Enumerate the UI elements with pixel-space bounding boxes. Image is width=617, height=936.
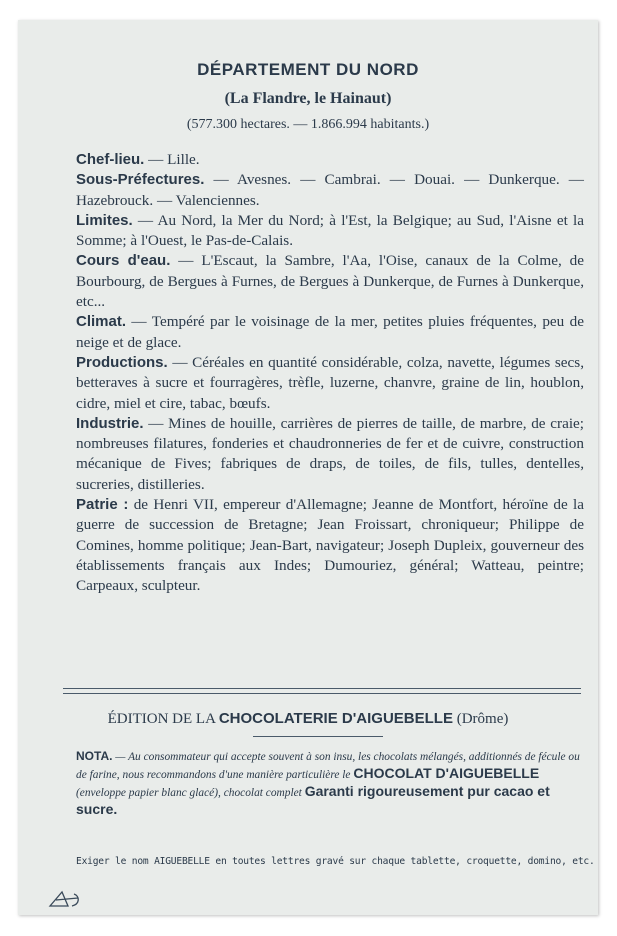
nota-brand: CHOCOLAT D'AIGUEBELLE	[353, 765, 540, 781]
entry-term: Chef-lieu.	[76, 151, 145, 168]
pencil-mark-icon	[48, 888, 84, 915]
entry-text: — Mines de houille, carrières de pierres de taille, de marbre, de craie; nombreuses filatures, fonderies et chaudronneries de fer et de cuivre, construction mécanique de Fives; fabriques de draps, de toiles, de fils, tulles, dentelles, sucreries, distilleries.	[76, 414, 584, 493]
entry-term: Patrie :	[76, 496, 129, 514]
entry-text: — Céréales en quantité considérable, colza, navette, légumes secs, betteraves à sucre et fourragères, trèfle, luzerne, chanvre, graine de lin, houblon, cidre, miel et cire, tabac, bœufs.	[76, 353, 584, 412]
entry-patrie	[76, 495, 584, 596]
divider-bottom	[63, 693, 581, 694]
edition-suffix: (Drôme)	[452, 711, 509, 727]
entry-text: — L'Escaut, la Sambre, l'Aa, l'Oise, canaux de la Colme, de Bourbourg, de Bergues à Furnes, de Bergues à Dunkerque, de Furnes à Dunkerque, etc...	[76, 252, 584, 311]
entry-climat	[76, 312, 584, 353]
entry-text: — Tempéré par le voisinage de la mer, petites pluies fréquentes, peu de neige et de glace.	[76, 313, 584, 351]
entry-sous-prefectures	[76, 170, 584, 211]
entry-term: Cours d'eau.	[76, 252, 171, 270]
nota-text-1: — Au consommateur qui accepte souvent à son insu, les chocolats mélangés, additionnés de fécule ou de farine, nous recommandons d'une manière particulière le	[76, 751, 580, 781]
entry-text: — Au Nord, la Mer du Nord; à l'Est, la Belgique; au Sud, l'Aisne et la Somme; à l'Ouest, le Pas-de-Calais.	[76, 211, 584, 250]
entry-term: Productions.	[76, 353, 168, 371]
department-description	[76, 150, 584, 597]
area-population-stats: (577.300 hectares. — 1.866.994 habitants.)	[186, 117, 430, 132]
nota-lead: NOTA.	[76, 749, 113, 763]
entry-text: — Lille.	[144, 151, 200, 168]
region-subtitle: (La Flandre, le Hainaut)	[224, 90, 392, 107]
entry-limites	[76, 211, 584, 252]
entry-cours-d-eau	[76, 251, 584, 312]
entry-industrie	[76, 414, 584, 495]
page-title: DÉPARTEMENT DU NORD	[197, 60, 419, 79]
divider-top	[63, 688, 581, 689]
postcard	[18, 20, 598, 915]
entry-term: Climat.	[76, 313, 127, 331]
edition-prefix: ÉDITION DE LA	[107, 711, 219, 727]
entry-term: Industrie.	[76, 414, 144, 432]
edition-underline	[253, 736, 383, 737]
entry-text: de Henri VII, empereur d'Allemagne; Jeanne de Montfort, héroïne de la guerre de succession de Bretagne; Jean Froissart, chroniqueur; Philippe de Comines, homme politique; Jean-Bart, navigateur; Joseph Dupleix, gouverneur des établissements français aux Indes; Dumouriez, général; Watteau, peintre; Carpeaux, sculpteur.	[76, 496, 584, 595]
nota-text-2: (enveloppe papier blanc glacé), chocolat complet	[76, 787, 305, 799]
entry-text: — Avesnes. — Cambrai. — Douai. — Dunkerque. — Hazebrouck. — Valenciennes.	[76, 171, 584, 209]
edition-line	[18, 710, 598, 728]
nota-guarantee: Garanti rigoureusement pur cacao et sucre.	[76, 783, 550, 817]
exiger-note: Exiger le nom AIGUEBELLE en toutes lettres gravé sur chaque tablette, croquette, domino, etc.	[76, 856, 595, 867]
entry-term: Limites.	[76, 211, 133, 229]
entry-term: Sous-Préfectures.	[76, 171, 205, 189]
entry-chef-lieu	[76, 150, 584, 170]
nota-paragraph	[76, 748, 588, 819]
entry-productions	[76, 353, 584, 414]
edition-brand: CHOCOLATERIE D'AIGUEBELLE	[218, 710, 453, 727]
